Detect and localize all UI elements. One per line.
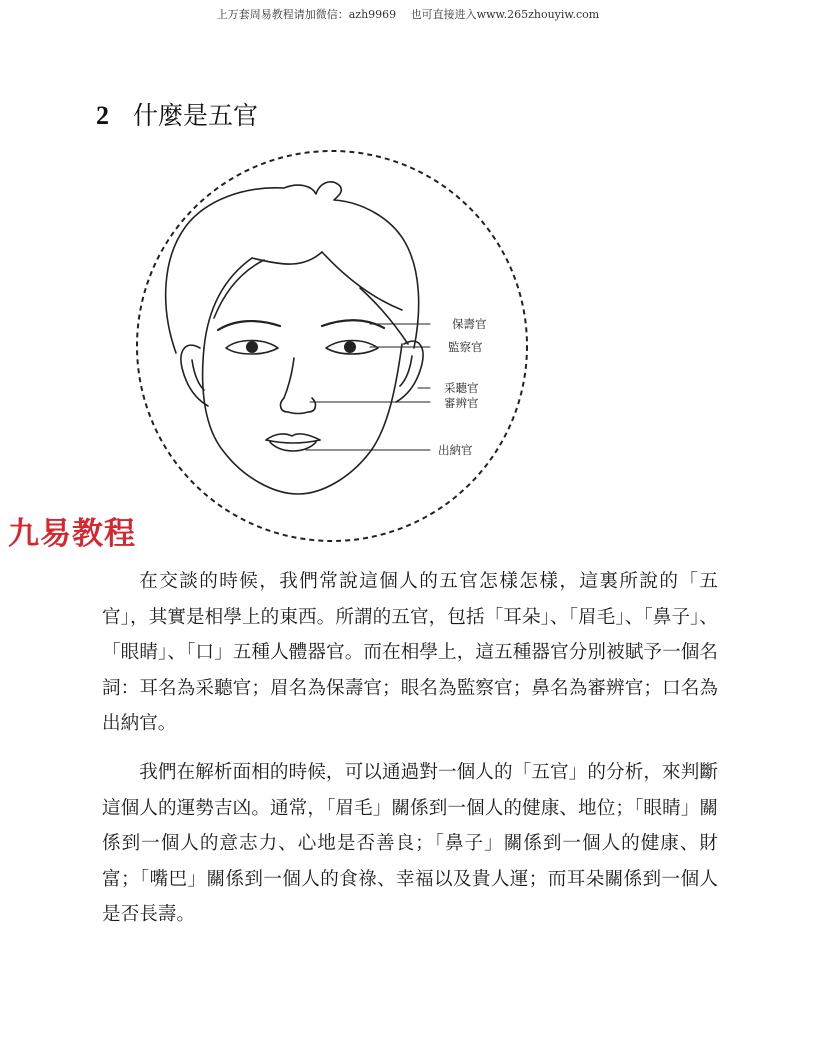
label-jiancha: 監察官 (448, 340, 483, 354)
paragraph-text: 在交談的時候，我們常說這個人的五官怎樣怎樣，這裏所說的「五官」，其實是相學上的東西。所謂的五官，包括「耳朵」、「眉毛」、「鼻子」、「眼睛」、「口」五種人體器官。而在相學上，這五種器官分別被賦予一個名詞：耳名為采聽官；眉名為保壽官；眼名為監察官；鼻名為審辨官；口名為出納官。 (102, 571, 718, 734)
section-number: 2 (96, 101, 109, 130)
face-outline (203, 344, 402, 494)
upper-lip (266, 434, 320, 440)
right-pupil (344, 341, 356, 353)
hair-strand (252, 252, 322, 264)
label-baoshou: 保壽官 (452, 317, 487, 331)
header-note: 上万套周易教程请加微信：azh9969 也可直接进入www.265zhouyiw.com (216, 8, 600, 21)
label-chuna: 出納官 (438, 443, 473, 457)
section-heading (96, 96, 258, 132)
right-ear (396, 341, 423, 402)
nose-tip (281, 398, 316, 414)
lip-line (266, 440, 320, 443)
section-title: 什麼是五官 (133, 101, 259, 130)
right-ear-inner (400, 356, 412, 386)
face-drawing (166, 182, 430, 494)
face-diagram (134, 148, 530, 544)
paragraph-1 (102, 564, 718, 742)
label-caiting: 采聽官 (444, 381, 479, 395)
paragraph-2 (102, 755, 718, 933)
left-eyebrow (218, 321, 280, 330)
hair-strand (322, 252, 402, 310)
label-shenbian: 審辨官 (444, 396, 479, 410)
hair-strand (360, 288, 408, 344)
left-pupil (246, 341, 258, 353)
hair-strand (204, 258, 252, 348)
paragraph-text: 我們在解析面相的時候，可以通過對一個人的「五官」的分析，來判斷這個人的運勢吉凶。通常，「眉毛」關係到一個人的健康、地位；「眼睛」關係到一個人的意志力、心地是否善良；「鼻子」關係到一個人的健康、財富；「嘴巴」關係到一個人的食祿、幸福以及貴人運；而耳朵關係到一個人是否長壽。 (102, 762, 718, 925)
watermark-logo: 九易教程 (8, 516, 136, 552)
nose-bridge (284, 358, 294, 398)
